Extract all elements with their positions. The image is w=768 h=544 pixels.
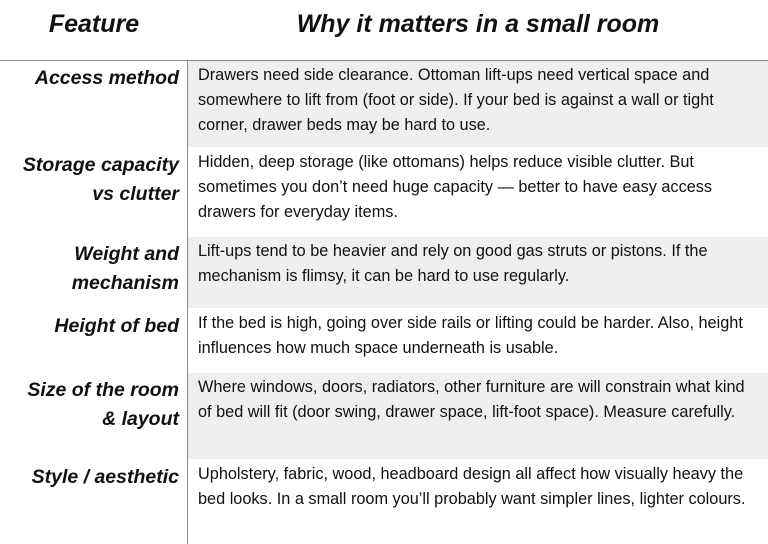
row-description: Upholstery, fabric, wood, headboard design all affect how visually heavy the bed looks. In a small room you’ll probably want simpler lines, lighter colours. — [198, 465, 746, 508]
row-feature: Style / aesthetic — [31, 466, 179, 488]
table-row — [0, 309, 768, 372]
table-row — [0, 61, 768, 147]
table-row — [0, 237, 768, 308]
table-row — [0, 373, 768, 459]
row-description: Lift-ups tend to be heavier and rely on good gas struts or pistons. If the mechanism is flimsy, it can be hard to use regularly. — [188, 237, 768, 308]
row-description: Hidden, deep storage (like ottomans) helps reduce visible clutter. But sometimes you don’t need huge capacity — better to have easy access drawers for everyday items. — [198, 153, 713, 221]
row-feature: Access method — [34, 67, 179, 89]
row-feature: Weight and mechanism — [71, 243, 179, 294]
table-header — [0, 0, 768, 61]
row-feature: Height of bed — [54, 315, 179, 337]
row-description: Where windows, doors, radiators, other furniture are will constrain what kind of bed will fit (door swing, drawer space, lift-foot space). Measure carefully. — [188, 373, 768, 459]
table-row — [0, 148, 768, 236]
header-why-it-matters: Why it matters in a small room — [296, 10, 660, 38]
row-feature: Storage capacity vs clutter — [22, 154, 179, 205]
table-row — [0, 460, 768, 544]
row-description: Drawers need side clearance. Ottoman lift-ups need vertical space and somewhere to lift from (foot or side). If your bed is against a wall or tight corner, drawer beds may be hard to use. — [188, 61, 768, 147]
row-description: If the bed is high, going over side rails or lifting could be harder. Also, height influences how much space underneath is usable. — [198, 314, 743, 357]
row-feature: Size of the room & layout — [27, 379, 179, 430]
header-feature: Feature — [48, 10, 140, 38]
